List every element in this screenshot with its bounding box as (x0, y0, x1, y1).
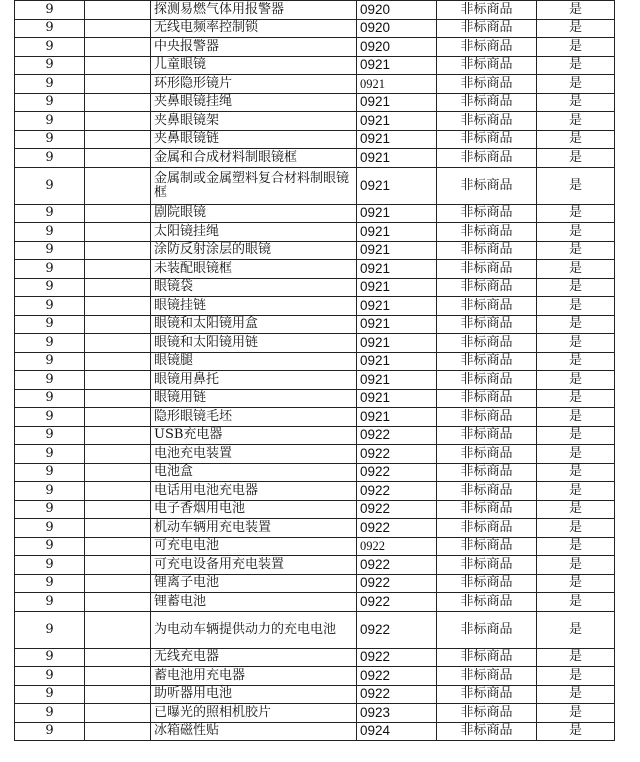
flag-cell: 是 (537, 445, 615, 464)
class-cell: 9 (15, 260, 85, 279)
item-type-cell: 非标商品 (437, 408, 537, 427)
flag-cell: 是 (537, 408, 615, 427)
flag-cell: 是 (537, 482, 615, 501)
flag-cell: 是 (537, 260, 615, 279)
group-code-cell: 0922 (357, 500, 437, 519)
group-code-cell: 0921 (357, 204, 437, 223)
item-name-cell: 眼镜袋 (151, 278, 357, 297)
group-code-cell: 0921 (357, 278, 437, 297)
empty-cell (85, 500, 151, 519)
table-row (15, 19, 615, 38)
empty-cell (85, 593, 151, 612)
class-cell: 9 (15, 75, 85, 94)
item-name-cell: 电话用电池充电器 (151, 482, 357, 501)
class-cell: 9 (15, 241, 85, 260)
flag-cell: 是 (537, 556, 615, 575)
group-code-cell: 0921 (357, 389, 437, 408)
empty-cell (85, 426, 151, 445)
flag-cell: 是 (537, 574, 615, 593)
class-cell: 9 (15, 315, 85, 334)
item-name-cell: 夹鼻眼镜链 (151, 130, 357, 149)
item-type-cell: 非标商品 (437, 482, 537, 501)
item-type-cell: 非标商品 (437, 204, 537, 223)
class-cell: 9 (15, 537, 85, 556)
item-name-cell: 金属制或金属塑料复合材料制眼镜框 (151, 167, 357, 204)
class-cell: 9 (15, 445, 85, 464)
group-code-cell: 0923 (357, 704, 437, 723)
class-cell: 9 (15, 593, 85, 612)
table-row (15, 667, 615, 686)
group-code-cell: 0921 (357, 56, 437, 75)
flag-cell: 是 (537, 204, 615, 223)
item-name-cell: 探测易燃气体用报警器 (151, 1, 357, 20)
table-row (15, 223, 615, 242)
item-name-cell: 剧院眼镜 (151, 204, 357, 223)
group-code-cell: 0921 (357, 334, 437, 353)
empty-cell (85, 704, 151, 723)
item-name-cell: USB充电器 (151, 426, 357, 445)
class-cell: 9 (15, 667, 85, 686)
item-name-cell: 眼镜用鼻托 (151, 371, 357, 390)
empty-cell (85, 371, 151, 390)
empty-cell (85, 297, 151, 316)
empty-cell (85, 260, 151, 279)
table-row (15, 352, 615, 371)
empty-cell (85, 482, 151, 501)
class-cell: 9 (15, 426, 85, 445)
table-row (15, 722, 615, 741)
table-row (15, 149, 615, 168)
item-type-cell: 非标商品 (437, 260, 537, 279)
class-cell: 9 (15, 130, 85, 149)
item-name-cell: 夹鼻眼镜架 (151, 112, 357, 131)
group-code-cell: 0921 (357, 149, 437, 168)
item-name-cell: 眼镜用链 (151, 389, 357, 408)
class-cell: 9 (15, 408, 85, 427)
empty-cell (85, 667, 151, 686)
item-type-cell: 非标商品 (437, 463, 537, 482)
flag-cell: 是 (537, 704, 615, 723)
item-name-cell: 无线充电器 (151, 648, 357, 667)
table-row (15, 241, 615, 260)
flag-cell: 是 (537, 519, 615, 538)
flag-cell: 是 (537, 223, 615, 242)
group-code-cell: 0922 (357, 445, 437, 464)
item-name-cell: 太阳镜挂绳 (151, 223, 357, 242)
flag-cell: 是 (537, 112, 615, 131)
item-name-cell: 眼镜腿 (151, 352, 357, 371)
item-type-cell: 非标商品 (437, 223, 537, 242)
table-row (15, 500, 615, 519)
item-name-cell: 可充电电池 (151, 537, 357, 556)
table-row (15, 260, 615, 279)
item-type-cell: 非标商品 (437, 537, 537, 556)
group-code-cell: 0920 (357, 1, 437, 20)
item-type-cell: 非标商品 (437, 389, 537, 408)
table-row (15, 463, 615, 482)
table-row (15, 1, 615, 20)
class-cell: 9 (15, 167, 85, 204)
table-row (15, 93, 615, 112)
empty-cell (85, 445, 151, 464)
table-body (15, 1, 615, 741)
flag-cell: 是 (537, 352, 615, 371)
item-type-cell: 非标商品 (437, 56, 537, 75)
group-code-cell: 0922 (357, 685, 437, 704)
table-row (15, 278, 615, 297)
item-name-cell: 电子香烟用电池 (151, 500, 357, 519)
item-type-cell: 非标商品 (437, 648, 537, 667)
item-name-cell: 隐形眼镜毛坯 (151, 408, 357, 427)
empty-cell (85, 112, 151, 131)
item-name-cell: 眼镜挂链 (151, 297, 357, 316)
item-type-cell: 非标商品 (437, 130, 537, 149)
table-row (15, 611, 615, 648)
flag-cell: 是 (537, 685, 615, 704)
group-code-cell: 0922 (357, 648, 437, 667)
group-code-cell: 0922 (357, 611, 437, 648)
group-code-cell: 0921 (357, 297, 437, 316)
flag-cell: 是 (537, 315, 615, 334)
group-code-cell: 0921 (357, 315, 437, 334)
class-cell: 9 (15, 1, 85, 20)
item-name-cell: 未装配眼镜框 (151, 260, 357, 279)
table-row (15, 704, 615, 723)
group-code-cell: 0921 (357, 167, 437, 204)
group-code-cell: 0921 (357, 260, 437, 279)
empty-cell (85, 648, 151, 667)
item-type-cell: 非标商品 (437, 704, 537, 723)
flag-cell: 是 (537, 648, 615, 667)
group-code-cell: 0920 (357, 19, 437, 38)
item-type-cell: 非标商品 (437, 685, 537, 704)
empty-cell (85, 130, 151, 149)
table-row (15, 167, 615, 204)
item-name-cell: 冰箱磁性贴 (151, 722, 357, 741)
class-cell: 9 (15, 482, 85, 501)
flag-cell: 是 (537, 130, 615, 149)
empty-cell (85, 204, 151, 223)
item-name-cell: 涂防反射涂层的眼镜 (151, 241, 357, 260)
table-row (15, 426, 615, 445)
table-row (15, 408, 615, 427)
item-type-cell: 非标商品 (437, 278, 537, 297)
empty-cell (85, 75, 151, 94)
flag-cell: 是 (537, 278, 615, 297)
goods-table (14, 0, 615, 741)
empty-cell (85, 223, 151, 242)
group-code-cell: 0921 (357, 352, 437, 371)
item-type-cell: 非标商品 (437, 519, 537, 538)
item-type-cell: 非标商品 (437, 371, 537, 390)
item-name-cell: 无线电频率控制锁 (151, 19, 357, 38)
flag-cell: 是 (537, 241, 615, 260)
flag-cell: 是 (537, 500, 615, 519)
class-cell: 9 (15, 223, 85, 242)
class-cell: 9 (15, 93, 85, 112)
class-cell: 9 (15, 704, 85, 723)
item-name-cell: 金属和合成材料制眼镜框 (151, 149, 357, 168)
item-type-cell: 非标商品 (437, 241, 537, 260)
class-cell: 9 (15, 278, 85, 297)
group-code-cell: 0922 (357, 426, 437, 445)
item-name-cell: 眼镜和太阳镜用盒 (151, 315, 357, 334)
class-cell: 9 (15, 112, 85, 131)
flag-cell: 是 (537, 593, 615, 612)
empty-cell (85, 334, 151, 353)
item-name-cell: 蓄电池用充电器 (151, 667, 357, 686)
table-row (15, 519, 615, 538)
table-row (15, 130, 615, 149)
table-row (15, 334, 615, 353)
empty-cell (85, 611, 151, 648)
flag-cell: 是 (537, 389, 615, 408)
item-type-cell: 非标商品 (437, 445, 537, 464)
group-code-cell: 0922 (357, 593, 437, 612)
empty-cell (85, 93, 151, 112)
group-code-cell: 0921 (357, 130, 437, 149)
table-row (15, 297, 615, 316)
flag-cell: 是 (537, 426, 615, 445)
empty-cell (85, 241, 151, 260)
class-cell: 9 (15, 519, 85, 538)
item-name-cell: 锂蓄电池 (151, 593, 357, 612)
empty-cell (85, 149, 151, 168)
flag-cell: 是 (537, 19, 615, 38)
class-cell: 9 (15, 56, 85, 75)
empty-cell (85, 352, 151, 371)
table-row (15, 75, 615, 94)
table-row (15, 315, 615, 334)
group-code-cell: 0921 (357, 112, 437, 131)
empty-cell (85, 685, 151, 704)
empty-cell (85, 19, 151, 38)
class-cell: 9 (15, 611, 85, 648)
item-name-cell: 电池盒 (151, 463, 357, 482)
item-type-cell: 非标商品 (437, 297, 537, 316)
empty-cell (85, 463, 151, 482)
class-cell: 9 (15, 500, 85, 519)
flag-cell: 是 (537, 75, 615, 94)
item-type-cell: 非标商品 (437, 1, 537, 20)
table-row (15, 574, 615, 593)
item-type-cell: 非标商品 (437, 426, 537, 445)
empty-cell (85, 389, 151, 408)
flag-cell: 是 (537, 167, 615, 204)
group-code-cell: 0922 (357, 463, 437, 482)
class-cell: 9 (15, 19, 85, 38)
class-cell: 9 (15, 297, 85, 316)
class-cell: 9 (15, 722, 85, 741)
class-cell: 9 (15, 648, 85, 667)
group-code-cell: 0920 (357, 38, 437, 57)
empty-cell (85, 315, 151, 334)
item-type-cell: 非标商品 (437, 315, 537, 334)
class-cell: 9 (15, 685, 85, 704)
table-row (15, 648, 615, 667)
item-name-cell: 机动车辆用充电装置 (151, 519, 357, 538)
table-row (15, 537, 615, 556)
item-name-cell: 电池充电装置 (151, 445, 357, 464)
item-name-cell: 可充电设备用充电装置 (151, 556, 357, 575)
item-name-cell: 环形隐形镜片 (151, 75, 357, 94)
table-row (15, 204, 615, 223)
item-name-cell: 眼镜和太阳镜用链 (151, 334, 357, 353)
table-row (15, 593, 615, 612)
item-name-cell: 儿童眼镜 (151, 56, 357, 75)
table-row (15, 445, 615, 464)
flag-cell: 是 (537, 611, 615, 648)
table-row (15, 556, 615, 575)
empty-cell (85, 278, 151, 297)
class-cell: 9 (15, 556, 85, 575)
class-cell: 9 (15, 574, 85, 593)
group-code-cell: 0922 (357, 556, 437, 575)
group-code-cell: 0921 (357, 371, 437, 390)
table-row (15, 389, 615, 408)
table-row (15, 685, 615, 704)
item-type-cell: 非标商品 (437, 112, 537, 131)
flag-cell: 是 (537, 537, 615, 556)
empty-cell (85, 556, 151, 575)
group-code-cell: 0922 (357, 667, 437, 686)
empty-cell (85, 38, 151, 57)
flag-cell: 是 (537, 93, 615, 112)
table-row (15, 38, 615, 57)
flag-cell: 是 (537, 371, 615, 390)
group-code-cell: 0921 (357, 75, 437, 94)
flag-cell: 是 (537, 1, 615, 20)
class-cell: 9 (15, 38, 85, 57)
item-type-cell: 非标商品 (437, 93, 537, 112)
flag-cell: 是 (537, 56, 615, 75)
item-type-cell: 非标商品 (437, 75, 537, 94)
item-type-cell: 非标商品 (437, 500, 537, 519)
flag-cell: 是 (537, 38, 615, 57)
flag-cell: 是 (537, 334, 615, 353)
group-code-cell: 0921 (357, 223, 437, 242)
empty-cell (85, 56, 151, 75)
item-type-cell: 非标商品 (437, 167, 537, 204)
item-type-cell: 非标商品 (437, 593, 537, 612)
empty-cell (85, 167, 151, 204)
group-code-cell: 0924 (357, 722, 437, 741)
group-code-cell: 0922 (357, 537, 437, 556)
table-row (15, 56, 615, 75)
item-type-cell: 非标商品 (437, 574, 537, 593)
item-type-cell: 非标商品 (437, 722, 537, 741)
class-cell: 9 (15, 204, 85, 223)
item-type-cell: 非标商品 (437, 334, 537, 353)
item-name-cell: 夹鼻眼镜挂绳 (151, 93, 357, 112)
group-code-cell: 0922 (357, 574, 437, 593)
class-cell: 9 (15, 371, 85, 390)
item-type-cell: 非标商品 (437, 352, 537, 371)
flag-cell: 是 (537, 722, 615, 741)
item-name-cell: 中央报警器 (151, 38, 357, 57)
group-code-cell: 0921 (357, 408, 437, 427)
item-type-cell: 非标商品 (437, 38, 537, 57)
item-type-cell: 非标商品 (437, 556, 537, 575)
table-row (15, 482, 615, 501)
class-cell: 9 (15, 389, 85, 408)
empty-cell (85, 408, 151, 427)
item-type-cell: 非标商品 (437, 19, 537, 38)
group-code-cell: 0922 (357, 519, 437, 538)
flag-cell: 是 (537, 463, 615, 482)
class-cell: 9 (15, 463, 85, 482)
group-code-cell: 0921 (357, 241, 437, 260)
group-code-cell: 0922 (357, 482, 437, 501)
item-name-cell: 锂离子电池 (151, 574, 357, 593)
class-cell: 9 (15, 149, 85, 168)
empty-cell (85, 1, 151, 20)
empty-cell (85, 519, 151, 538)
item-name-cell: 为电动车辆提供动力的充电电池 (151, 611, 357, 648)
flag-cell: 是 (537, 297, 615, 316)
class-cell: 9 (15, 352, 85, 371)
table-row (15, 112, 615, 131)
item-type-cell: 非标商品 (437, 611, 537, 648)
class-cell: 9 (15, 334, 85, 353)
item-name-cell: 已曝光的照相机胶片 (151, 704, 357, 723)
table-row (15, 371, 615, 390)
flag-cell: 是 (537, 667, 615, 686)
flag-cell: 是 (537, 149, 615, 168)
group-code-cell: 0921 (357, 93, 437, 112)
empty-cell (85, 574, 151, 593)
item-type-cell: 非标商品 (437, 149, 537, 168)
item-name-cell: 助听器用电池 (151, 685, 357, 704)
empty-cell (85, 537, 151, 556)
empty-cell (85, 722, 151, 741)
item-type-cell: 非标商品 (437, 667, 537, 686)
